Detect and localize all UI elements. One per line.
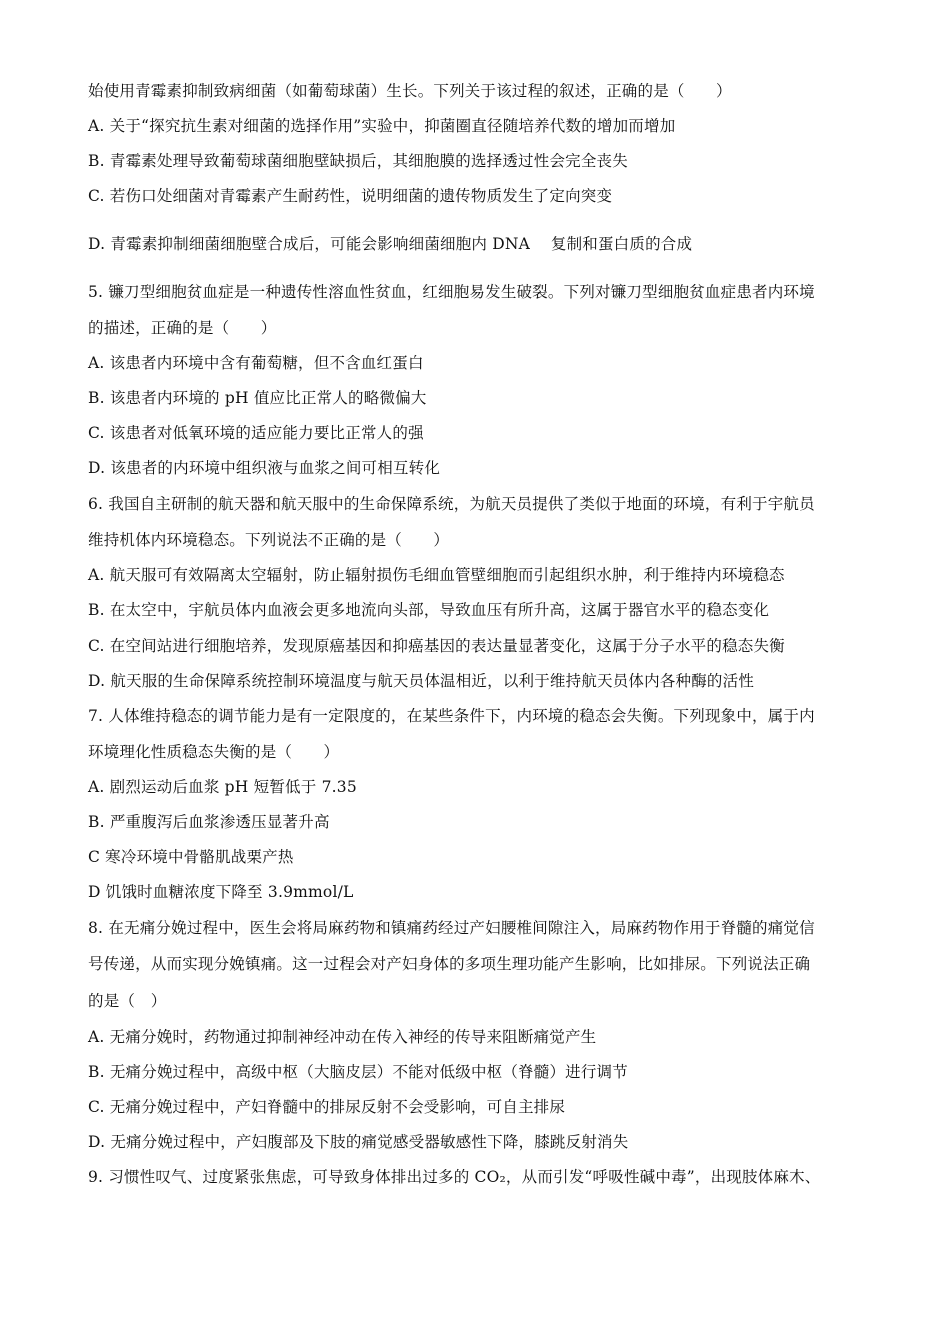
text-line: A. 剧烈运动后血浆 pH 短暂低于 7.35 — [88, 778, 357, 796]
text-line: D. 无痛分娩过程中，产妇腹部及下肢的痛觉感受器敏感性下降，膝跳反射消失 — [88, 1133, 629, 1151]
text-line: 9. 习惯性叹气、过度紧张焦虑，可导致身体排出过多的 CO₂，从而引发“呼吸性碱中毒”，出现肢体麻木、 — [88, 1168, 821, 1186]
text-line: A. 关于“探究抗生素对细菌的选择作用”实验中，抑菌圈直径随培养代数的增加而增加 — [88, 117, 676, 135]
text-line: C. 若伤口处细菌对青霉素产生耐药性，说明细菌的遗传物质发生了定向突变 — [88, 187, 613, 205]
text-line: 始使用青霉素抑制致病细菌（如葡萄球菌）生长。下列关于该过程的叙述，正确的是（ ） — [88, 82, 732, 100]
text-line: C 寒冷环境中骨骼肌战栗产热 — [88, 848, 294, 866]
text-line: C. 该患者对低氧环境的适应能力要比正常人的强 — [88, 424, 424, 442]
text-line: 的描述，正确的是（ ） — [88, 319, 277, 337]
text-line: 环境理化性质稳态失衡的是（ ） — [88, 743, 340, 761]
text-line: A. 无痛分娩时，药物通过抑制神经冲动在传入神经的传导来阻断痛觉产生 — [88, 1028, 597, 1046]
text-line: 维持机体内环境稳态。下列说法不正确的是（ ） — [88, 531, 450, 549]
text-line: 的是（ ） — [88, 992, 167, 1010]
text-line: 5. 镰刀型细胞贫血症是一种遗传性溶血性贫血，红细胞易发生破裂。下列对镰刀型细胞贫血症患者内环境 — [88, 283, 815, 301]
text-line: B. 该患者内环境的 pH 值应比正常人的略微偏大 — [88, 389, 427, 407]
text-line: C. 无痛分娩过程中，产妇脊髓中的排尿反射不会受影响，可自主排尿 — [88, 1098, 566, 1116]
text-line: 6. 我国自主研制的航天器和航天服中的生命保障系统，为航天员提供了类似于地面的环境，有利于宇航员 — [88, 495, 815, 513]
text-line: D. 航天服的生命保障系统控制环境温度与航天员体温相近，以利于维持航天员体内各种酶的活性 — [88, 672, 755, 690]
text-line: C. 在空间站进行细胞培养，发现原癌基因和抑癌基因的表达量显著变化，这属于分子水平的稳态失衡 — [88, 637, 785, 655]
text-line: D 饥饿时血糖浓度下降至 3.9mmol/L — [88, 883, 354, 901]
text-line: 8. 在无痛分娩过程中，医生会将局麻药物和镇痛药经过产妇腰椎间隙注入，局麻药物作用于脊髓的痛觉信 — [88, 919, 815, 937]
text-line: D. 青霉素抑制细菌细胞壁合成后，可能会影响细菌细胞内 DNA 复制和蛋白质的合成 — [88, 235, 693, 253]
text-line: D. 该患者的内环境中组织液与血浆之间可相互转化 — [88, 459, 441, 477]
text-line: A. 航天服可有效隔离太空辐射，防止辐射损伤毛细血管壁细胞而引起组织水肿，利于维持内环境稳态 — [88, 566, 785, 584]
text-line: 号传递，从而实现分娩镇痛。这一过程会对产妇身体的多项生理功能产生影响，比如排尿。下列说法正确 — [88, 955, 811, 973]
text-line: B. 在太空中，宇航员体内血液会更多地流向头部，导致血压有所升高，这属于器官水平的稳态变化 — [88, 601, 770, 619]
text-line: B. 青霉素处理导致葡萄球菌细胞壁缺损后，其细胞膜的选择透过性会完全丧失 — [88, 152, 628, 170]
text-line: 7. 人体维持稳态的调节能力是有一定限度的，在某些条件下，内环境的稳态会失衡。下列现象中，属于内 — [88, 707, 815, 725]
text-line: B. 无痛分娩过程中，高级中枢（大脑皮层）不能对低级中枢（脊髓）进行调节 — [88, 1063, 628, 1081]
text-line: A. 该患者内环境中含有葡萄糖，但不含血红蛋白 — [88, 354, 424, 372]
text-line: B. 严重腹泻后血浆渗透压显著升高 — [88, 813, 330, 831]
